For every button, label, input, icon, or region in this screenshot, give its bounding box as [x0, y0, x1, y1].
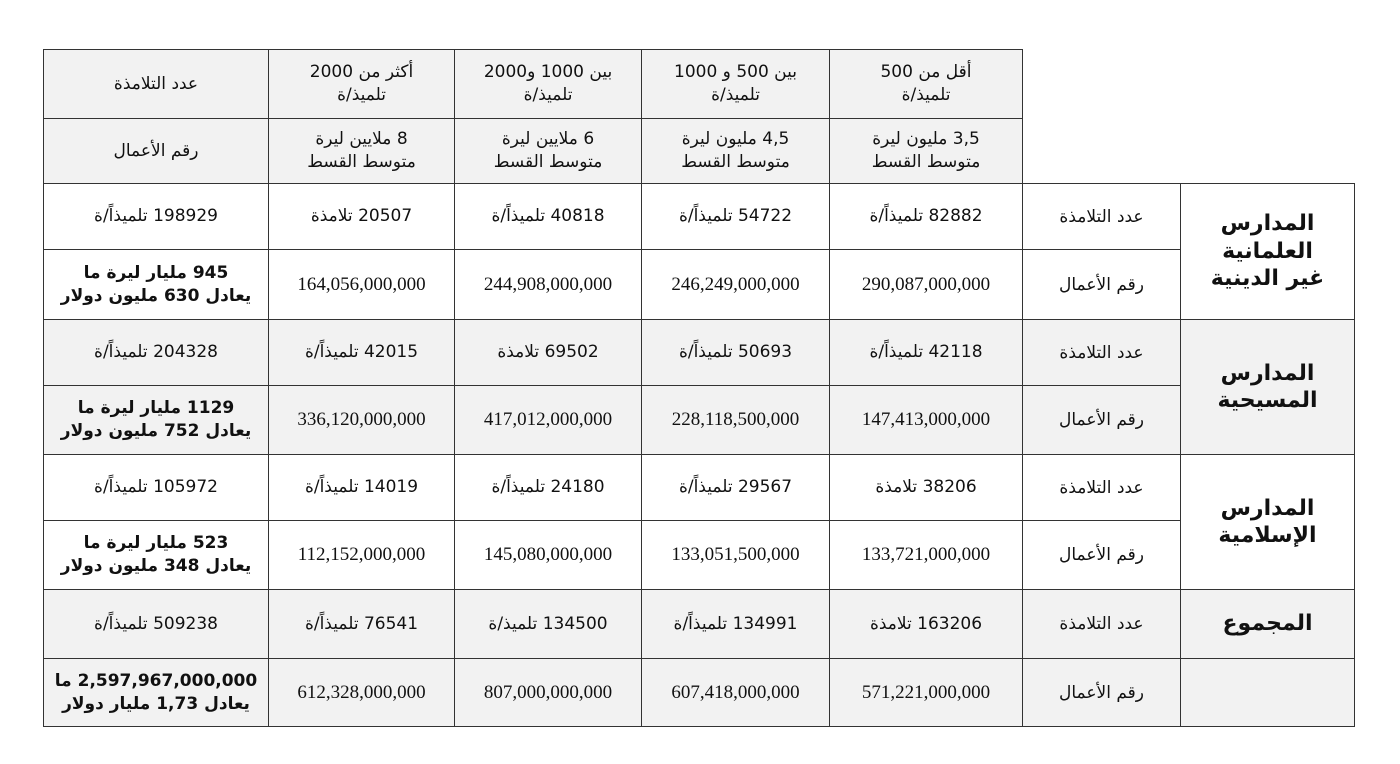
- students-cell: [641, 589, 830, 659]
- header-size-category: [641, 49, 830, 119]
- students-cell: [454, 454, 642, 521]
- revenue-cell: [268, 249, 455, 320]
- students-cell-text: 76541 تلميذاً/ة: [304, 613, 419, 634]
- students-cell-text: 29567 تلميذاً/ة: [678, 477, 793, 498]
- group-name: [1180, 183, 1355, 320]
- students-cell-text: 40818 تلميذاً/ة: [491, 206, 605, 227]
- group-name-text: المجموع: [1222, 611, 1313, 637]
- row-label-students-text: عدد التلامذة: [1059, 614, 1144, 634]
- revenue-cell-text: 133,051,500,000: [671, 544, 800, 565]
- students-total-cell-text: 509238 تلميذاً/ة: [94, 613, 218, 634]
- header-average-fee: [268, 118, 455, 184]
- row-label-revenue: [1022, 385, 1181, 455]
- header-size-category: [268, 49, 455, 119]
- students-total-cell: [43, 454, 269, 521]
- revenue-total-cell-text: 945 مليار ليرة ما يعادل 630 مليون دولار: [60, 262, 252, 306]
- row-label-students: [1022, 589, 1181, 659]
- revenue-cell: [268, 520, 455, 590]
- revenue-cell-text: 164,056,000,000: [297, 273, 426, 295]
- revenue-cell-text: 228,118,500,000: [671, 409, 800, 430]
- revenue-total-cell: [43, 658, 269, 727]
- students-cell: [268, 589, 455, 659]
- students-cell: [829, 183, 1023, 250]
- students-cell-text: 50693 تلميذاً/ة: [678, 342, 793, 363]
- revenue-cell: [641, 385, 830, 455]
- students-total-cell-text: 198929 تلميذاً/ة: [94, 206, 218, 227]
- revenue-total-cell: [43, 249, 269, 320]
- header-corner-revenue-text: رقم الأعمال: [113, 140, 199, 161]
- students-cell: [268, 183, 455, 250]
- revenue-cell: [829, 520, 1023, 590]
- students-cell: [268, 454, 455, 521]
- students-cell: [641, 454, 830, 521]
- revenue-total-cell: [43, 520, 269, 590]
- group-name-text: المدارس المسيحية: [1217, 360, 1318, 413]
- group-name-empty: [1180, 658, 1355, 727]
- revenue-cell-text: 147,413,000,000: [861, 409, 991, 430]
- group-name-text: المدارس العلمانية غير الدينية: [1210, 211, 1325, 292]
- students-cell: [829, 319, 1023, 386]
- students-cell-text: 42118 تلميذاً/ة: [869, 342, 983, 363]
- header-corner-students-text: عدد التلامذة: [113, 73, 199, 94]
- revenue-cell: [454, 385, 642, 455]
- header-average-fee: [829, 118, 1023, 184]
- students-cell-text: 42015 تلميذاً/ة: [304, 342, 419, 363]
- revenue-cell: [829, 249, 1023, 320]
- students-cell-text: 163206 تلامذة: [869, 613, 983, 634]
- row-label-revenue-text: رقم الأعمال: [1059, 545, 1144, 565]
- revenue-cell-text: 112,152,000,000: [297, 544, 426, 565]
- students-cell: [454, 183, 642, 250]
- header-average-fee-text: 3,5 مليون ليرة متوسط القسط: [871, 129, 981, 172]
- students-total-cell: [43, 183, 269, 250]
- students-cell: [454, 589, 642, 659]
- row-label-revenue: [1022, 249, 1181, 320]
- group-name: [1180, 454, 1355, 590]
- revenue-cell: [641, 249, 830, 320]
- revenue-total-cell-text: 523 مليار ليرة ما يعادل 348 مليون دولار: [60, 533, 252, 576]
- row-label-students-text: عدد التلامذة: [1059, 342, 1144, 363]
- revenue-cell: [829, 658, 1023, 727]
- header-corner-students: [43, 49, 269, 119]
- students-total-cell: [43, 589, 269, 659]
- group-name-text: المدارس الإسلامية: [1218, 495, 1317, 548]
- revenue-cell: [454, 658, 642, 727]
- students-cell: [829, 454, 1023, 521]
- revenue-total-cell-text: 2,597,967,000,000 ما يعادل 1,73 مليار دولار: [54, 670, 258, 714]
- header-average-fee-text: 6 ملايين ليرة متوسط القسط: [493, 129, 603, 172]
- row-label-revenue-text: رقم الأعمال: [1059, 682, 1144, 703]
- revenue-cell: [454, 249, 642, 320]
- header-size-category-text: أكثر من 2000 تلميذ/ة: [309, 62, 414, 105]
- students-cell: [641, 183, 830, 250]
- students-cell-text: 24180 تلميذاً/ة: [491, 477, 605, 498]
- header-corner-revenue: [43, 118, 269, 184]
- revenue-cell-text: 571,221,000,000: [861, 681, 991, 703]
- header-size-category-text: أقل من 500 تلميذ/ة: [880, 62, 972, 105]
- students-total-cell: [43, 319, 269, 386]
- revenue-total-cell: [43, 385, 269, 455]
- row-label-students: [1022, 319, 1181, 386]
- students-total-cell-text: 204328 تلميذاً/ة: [94, 342, 218, 363]
- revenue-cell: [268, 658, 455, 727]
- header-average-fee-text: 8 ملايين ليرة متوسط القسط: [307, 129, 416, 172]
- row-label-revenue-text: رقم الأعمال: [1059, 410, 1144, 430]
- header-size-category-text: بين 1000 و2000 تلميذ/ة: [483, 62, 613, 105]
- students-cell: [268, 319, 455, 386]
- students-cell-text: 69502 تلامذة: [497, 342, 599, 363]
- revenue-cell: [641, 658, 830, 727]
- row-label-revenue: [1022, 658, 1181, 727]
- students-cell: [454, 319, 642, 386]
- row-label-students-text: عدد التلامذة: [1059, 206, 1144, 227]
- students-cell: [829, 589, 1023, 659]
- students-cell-text: 134991 تلميذاً/ة: [673, 613, 798, 634]
- students-cell-text: 14019 تلميذاً/ة: [304, 477, 419, 498]
- students-cell-text: 134500 تلميذ/ة: [488, 613, 608, 634]
- students-total-cell-text: 105972 تلميذاً/ة: [94, 477, 218, 498]
- revenue-cell-text: 336,120,000,000: [297, 409, 426, 430]
- row-label-revenue-text: رقم الأعمال: [1059, 274, 1144, 295]
- revenue-cell: [829, 385, 1023, 455]
- revenue-cell-text: 246,249,000,000: [671, 273, 800, 295]
- revenue-cell-text: 417,012,000,000: [483, 409, 613, 430]
- row-label-students-text: عدد التلامذة: [1059, 477, 1144, 498]
- header-size-category-text: بين 500 و 1000 تلميذ/ة: [674, 62, 797, 105]
- revenue-total-cell-text: 1129 مليار ليرة ما يعادل 752 مليون دولار: [60, 398, 252, 441]
- students-cell-text: 20507 تلامذة: [310, 206, 413, 227]
- header-average-fee: [641, 118, 830, 184]
- revenue-cell-text: 145,080,000,000: [483, 544, 613, 565]
- revenue-cell-text: 612,328,000,000: [297, 681, 426, 703]
- revenue-cell-text: 133,721,000,000: [861, 544, 991, 565]
- revenue-cell-text: 244,908,000,000: [483, 273, 613, 295]
- row-label-students: [1022, 454, 1181, 521]
- group-name: [1180, 589, 1355, 659]
- row-label-students: [1022, 183, 1181, 250]
- header-average-fee-text: 4,5 مليون ليرة متوسط القسط: [681, 129, 790, 172]
- revenue-cell-text: 607,418,000,000: [671, 681, 800, 703]
- header-size-category: [454, 49, 642, 119]
- students-cell-text: 38206 تلامذة: [875, 477, 977, 498]
- header-size-category: [829, 49, 1023, 119]
- row-label-revenue: [1022, 520, 1181, 590]
- students-cell-text: 54722 تلميذاً/ة: [678, 206, 793, 227]
- revenue-cell: [641, 520, 830, 590]
- group-name: [1180, 319, 1355, 455]
- header-average-fee: [454, 118, 642, 184]
- students-cell: [641, 319, 830, 386]
- students-cell-text: 82882 تلميذاً/ة: [869, 206, 983, 227]
- revenue-cell-text: 807,000,000,000: [483, 681, 613, 703]
- revenue-cell: [268, 385, 455, 455]
- revenue-cell-text: 290,087,000,000: [861, 273, 991, 295]
- revenue-cell: [454, 520, 642, 590]
